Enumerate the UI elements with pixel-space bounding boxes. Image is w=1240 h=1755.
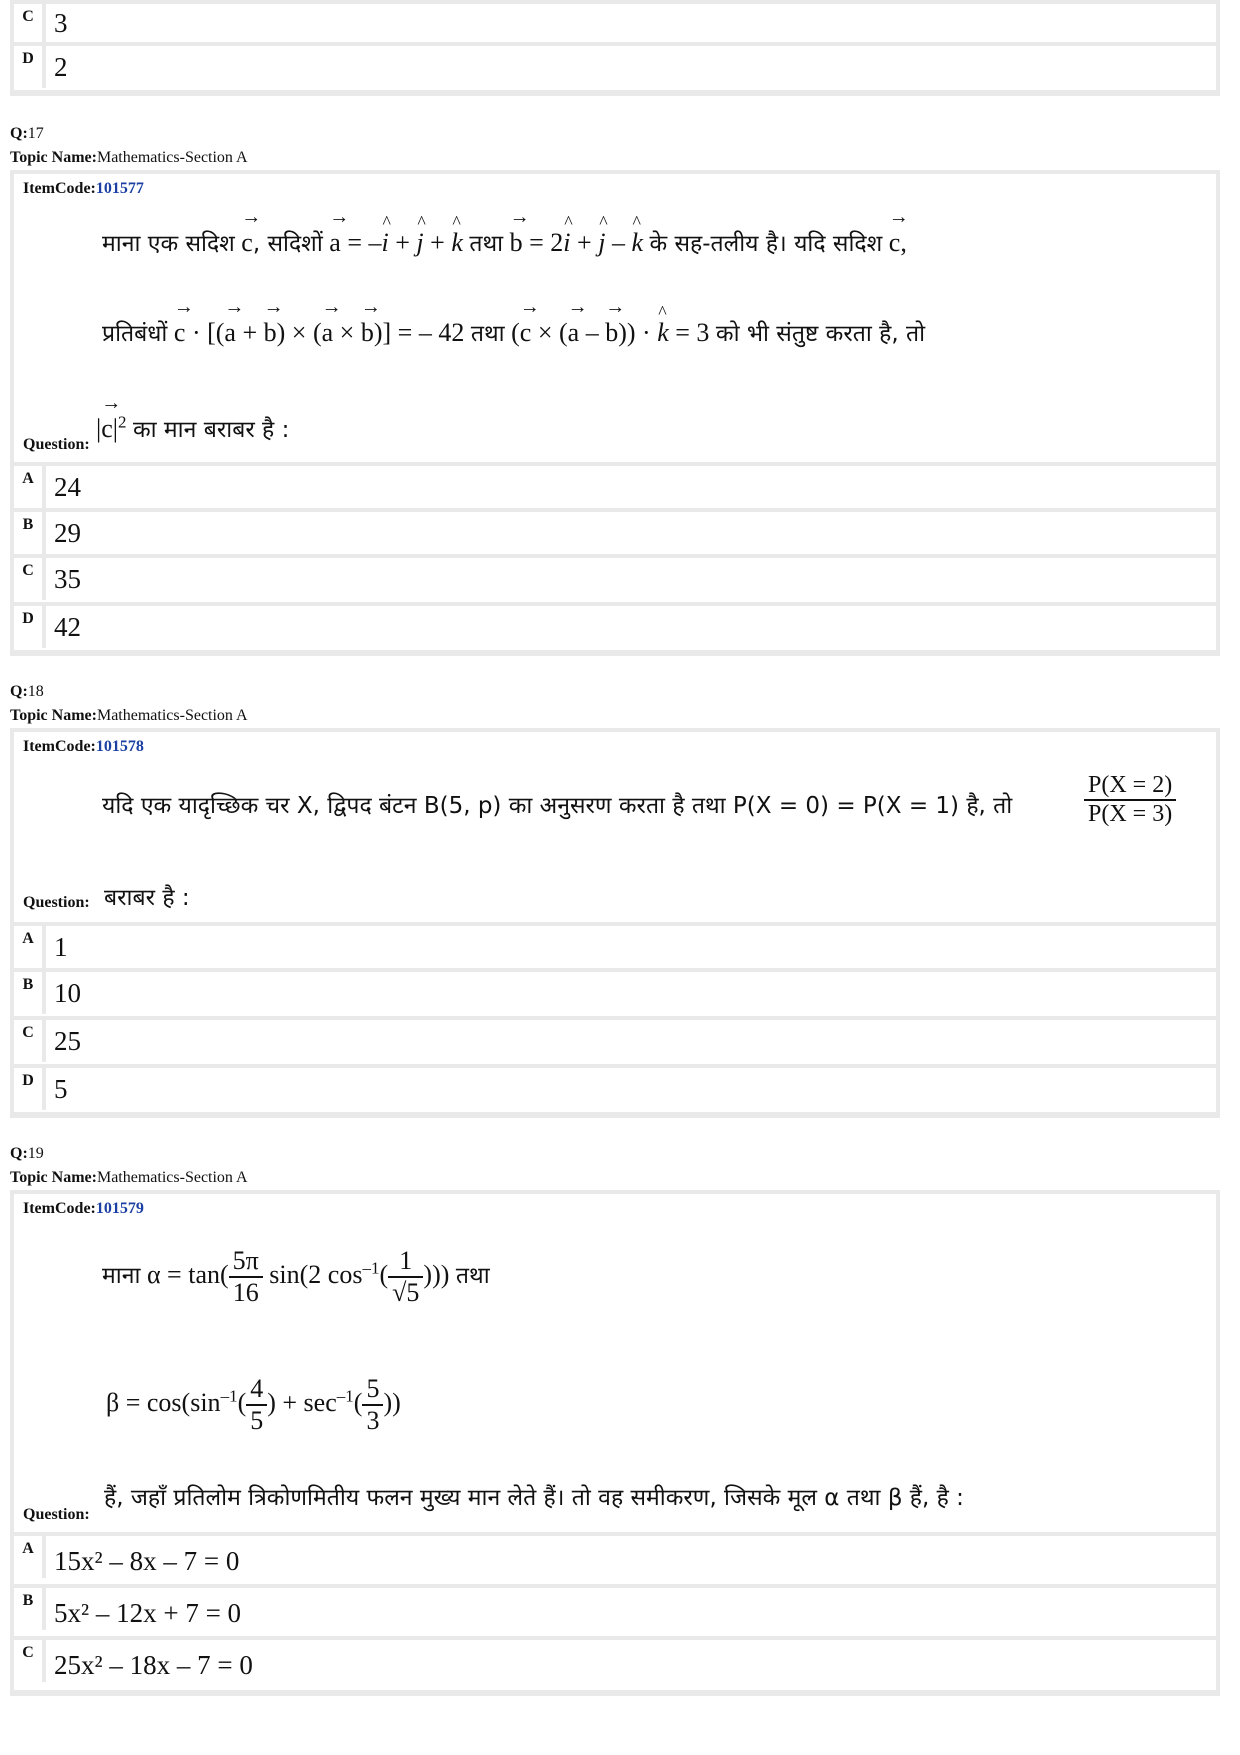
question-number: Q:18: [10, 683, 44, 700]
option-value: 25: [54, 1026, 81, 1056]
option-value: 35: [54, 564, 81, 594]
option-letter: C: [14, 1020, 46, 1062]
option-c[interactable]: [10, 1020, 1220, 1068]
option-letter: D: [14, 46, 46, 88]
option-value: 10: [54, 978, 81, 1008]
question-text-line-1: माना एक सदिश → c, सदिशों → a = –^ i + ^ j + ^ k तथा → b = 2^ i + ^ j – ^ k के सह-तलीय है। यदि सदिश → c,: [102, 226, 907, 258]
option-value: 1: [54, 932, 68, 962]
option-value: 5: [54, 1074, 68, 1104]
option-letter: A: [14, 1536, 46, 1578]
question-text-line-3: हैं, जहाँ प्रतिलोम त्रिकोणमितीय फलन मुख्य मान लेते हैं। तो वह समीकरण, जिसके मूल α तथा β हैं, है :: [104, 1485, 964, 1511]
question-number: Q:17: [10, 125, 44, 142]
option-letter: C: [14, 4, 46, 46]
question-text-line-3: |→ $c|^2$ का मान बराबर है :: [96, 412, 289, 444]
item-code: ItemCode:101578: [23, 738, 144, 755]
option-letter: D: [14, 1068, 46, 1110]
option-value: 2: [54, 52, 68, 82]
option-value: 42: [54, 612, 81, 642]
question-box: [10, 728, 1220, 926]
option-a[interactable]: [10, 1536, 1220, 1588]
question-text-line-1: यदि एक यादृच्छिक चर X, द्विपद बंटन B(5, p) का अनुसरण करता है तथा P(X = 0) = P(X = 1) है, तो: [102, 793, 1013, 819]
item-code: ItemCode:101579: [23, 1200, 144, 1217]
option-letter: A: [14, 466, 46, 508]
option-letter: B: [14, 1588, 46, 1630]
option-value: 3: [54, 8, 68, 38]
option-d[interactable]: [10, 1068, 1220, 1118]
option-value: 29: [54, 518, 81, 548]
option-c[interactable]: [10, 558, 1220, 606]
question-label: Question:: [23, 436, 90, 453]
question-number: Q:19: [10, 1145, 44, 1162]
question-text-line-2: प्रतिबंधों → c · [(→ a + → b) × (→ a × → b)] = – 42 तथा (→ c × (→ a – → b)) · ^ k = 3 को भी संतुष्ट करता है, तो: [102, 316, 925, 348]
option-letter: C: [14, 1640, 46, 1682]
option-value: 24: [54, 472, 81, 502]
question-box: [10, 1190, 1220, 1536]
prev-option-c[interactable]: [10, 0, 1220, 46]
option-letter: D: [14, 606, 46, 648]
option-a[interactable]: [10, 926, 1220, 972]
option-b[interactable]: [10, 972, 1220, 1020]
beta-equation: $\beta = \cos(\sin^{-1}$( $\frac{4}{5}$ ) + $\sec^{-1}$( $\frac{5}{3}$ )): [106, 1374, 401, 1435]
option-letter: A: [14, 926, 46, 968]
option-d[interactable]: [10, 606, 1220, 656]
option-letter: B: [14, 512, 46, 554]
option-letter: C: [14, 558, 46, 600]
item-code: ItemCode:101577: [23, 180, 144, 197]
topic-name: Topic Name:Mathematics-Section A: [10, 1169, 248, 1186]
prev-option-d[interactable]: [10, 46, 1220, 96]
option-letter: B: [14, 972, 46, 1014]
option-value: 15x² – 8x – 7 = 0: [54, 1546, 240, 1576]
option-value: 25x² – 18x – 7 = 0: [54, 1650, 253, 1680]
alpha-equation: माना α = tan( $\frac{5\pi}{16}$ sin(2 $\cos^{-1}$( $\frac{1}{√5}$ ))) तथा: [102, 1246, 490, 1307]
question-label: Question:: [23, 1506, 90, 1523]
question-box: [10, 170, 1220, 466]
option-b[interactable]: [10, 512, 1220, 558]
topic-name: Topic Name:Mathematics-Section A: [10, 149, 248, 166]
question-text-line-2: बराबर है :: [104, 885, 190, 911]
option-c[interactable]: [10, 1640, 1220, 1696]
probability-fraction: $\frac{P(X = 2)}{P(X = 3)}$: [1084, 772, 1176, 828]
option-b[interactable]: [10, 1588, 1220, 1640]
option-a[interactable]: [10, 466, 1220, 512]
topic-name: Topic Name:Mathematics-Section A: [10, 707, 248, 724]
option-value: 5x² – 12x + 7 = 0: [54, 1598, 242, 1628]
question-label: Question:: [23, 894, 90, 911]
